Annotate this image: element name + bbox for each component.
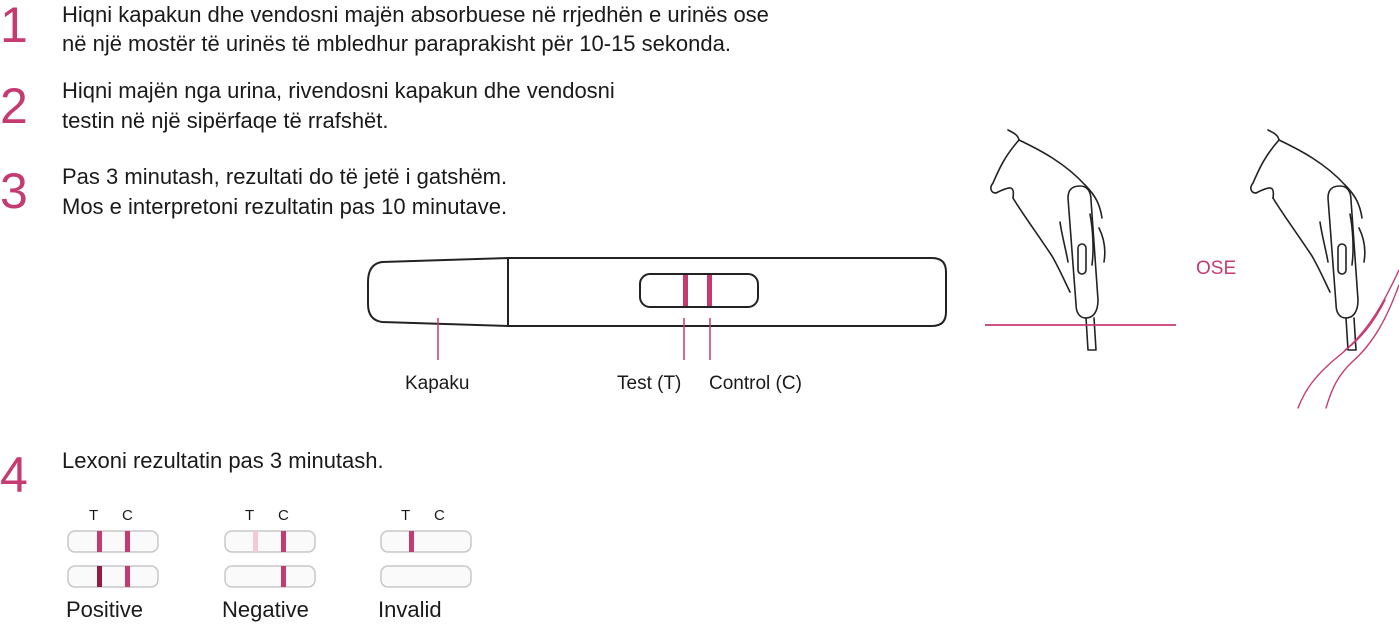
test-stick (368, 258, 946, 326)
c-marker: C (434, 507, 445, 524)
t-marker: T (401, 507, 411, 524)
step-number: 4 (0, 447, 28, 503)
negative-strip-1 (225, 531, 315, 552)
invalid-strip-1 (381, 531, 471, 552)
step-text-line: testin në një sipërfaqe të rrafshët. (62, 108, 389, 133)
result-label: Negative (222, 597, 309, 622)
c-marker: C (278, 507, 289, 524)
hand-holding-test-stream (1251, 130, 1365, 350)
step-text-line: Hiqni kapakun dhe vendosni majën absorbuese në rrjedhën e urinës ose (62, 2, 769, 27)
test-line-label: Test (T) (617, 373, 682, 394)
result-strips (68, 531, 471, 587)
step-text-line: Pas 3 minutash, rezultati do të jetë i gatshëm. (62, 164, 508, 189)
positive-t-line-2 (97, 566, 102, 587)
step-number: 2 (0, 78, 28, 134)
result-window (640, 274, 758, 307)
step-number: 3 (0, 163, 28, 219)
t-marker: T (245, 507, 255, 524)
control-line-label: Control (C) (709, 373, 802, 394)
result-label: Positive (66, 597, 144, 622)
test-cap (368, 258, 508, 326)
step-text-line: Mos e interpretoni rezultatin pas 10 minutave. (62, 194, 508, 219)
positive-c-line-1 (125, 531, 130, 552)
step-text-line: Lexoni rezultatin pas 3 minutash. (62, 448, 384, 473)
c-marker: C (122, 507, 133, 524)
positive-strip-2 (68, 566, 158, 587)
or-label: OSE (1196, 258, 1237, 279)
negative-strip-2 (225, 566, 315, 587)
step-number: 1 (0, 0, 28, 53)
invalid-strip-2 (381, 566, 471, 587)
test-body (508, 258, 946, 326)
step-text-line: Hiqni majën nga urina, rivendosni kapakun dhe vendosni (62, 78, 615, 103)
negative-c-line-2 (281, 566, 286, 587)
result-label: Invalid (378, 597, 442, 622)
control-line (707, 275, 712, 306)
positive-c-line-2 (125, 566, 130, 587)
negative-c-line-1 (281, 531, 286, 552)
invalid-t-line (409, 531, 414, 552)
cap-label: Kapaku (405, 373, 470, 394)
step-text-line: në një mostër të urinës të mbledhur paraprakisht për 10-15 sekonda. (62, 31, 731, 56)
negative-t-line-faint (253, 531, 258, 552)
positive-strip-1 (68, 531, 158, 552)
t-marker: T (89, 507, 99, 524)
test-line (683, 275, 688, 306)
positive-t-line-1 (97, 531, 102, 552)
urine-stream (1298, 270, 1399, 408)
hand-holding-test-cup (991, 130, 1105, 350)
